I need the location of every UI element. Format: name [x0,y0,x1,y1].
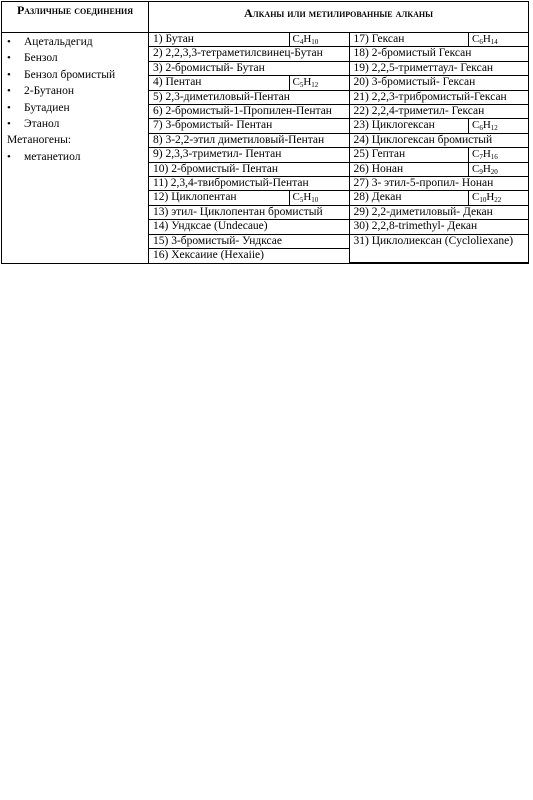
entry-number: 9) [153,148,163,161]
formula-hydrogen: H [482,33,491,45]
entry-number: 8) [153,133,163,146]
alkane-cell-right [349,177,528,191]
table-row [149,133,528,147]
entry-number: 4) [153,76,163,89]
molecular-formula [289,33,349,46]
entry-number: 31) [353,234,369,247]
alkane-cell-left [149,220,349,234]
molecular-formula [468,148,528,161]
formula-carbon: C [292,33,300,45]
formula-hydrogen-count: 12 [490,124,498,133]
compound-item: • Бензол бромистый [2,69,148,82]
formula-carbon-count: 10 [479,196,487,205]
formula-hydrogen-count: 10 [311,38,319,46]
compound-name: 2,2-диметиловый- Декан [371,205,493,218]
alkane-cell-right [349,148,528,162]
formula-hydrogen: H [303,76,312,89]
alkane-cell-left [149,249,349,263]
compound-item: • Бутадиен [2,102,148,115]
header-various-compounds: Различные соединения [2,2,149,33]
compound-name: 3- этил-5-пропил- Нонан [371,177,494,190]
alkane-cell-right [349,234,528,262]
alkane-cell-right [349,133,528,147]
compound-name: 2,3-диметиловый-Пентан [165,90,290,103]
entry-number: 6) [153,105,163,118]
compound-name: Пентан [165,76,202,89]
alkane-cell-left [149,90,349,104]
formula-hydrogen-count: 12 [311,81,319,90]
molecular-formula [468,33,528,46]
entry-number: 25) [353,148,369,161]
formula-carbon: C [472,191,480,204]
alkane-cell-right [349,205,528,219]
formula-carbon: C [472,33,480,45]
compounds-table [1,1,529,264]
formula-carbon: C [472,162,480,175]
entry-number: 13) [153,205,169,218]
compound-name: 2,2,3,3-тетраметилсвинец-Бутан [165,47,323,60]
compound-item: • Бензол [2,52,148,65]
compound-list [2,36,148,131]
alkane-cell-right [349,105,528,119]
compound-name: Гептан [371,148,406,161]
table-row [149,61,528,75]
table-row [149,90,528,104]
entry-number: 12) [153,191,169,204]
entry-number: 29) [353,205,369,218]
alkane-cell-left [149,162,349,176]
entry-number: 10) [153,162,169,175]
alkane-cell-left [149,105,349,119]
various-compounds-cell [2,33,149,264]
methanogen-list [2,151,148,164]
formula-carbon-count: 6 [479,38,483,46]
molecular-formula [289,191,349,204]
alkane-cell-right [349,119,528,133]
entry-number: 1) [153,33,163,45]
table-row [149,76,528,90]
compound-name: Циклогексан [371,119,435,132]
entry-number: 24) [353,133,369,146]
entry-number: 27) [353,177,369,190]
methanogens-label: Метаногены: [7,134,72,147]
alkane-cell-left [149,119,349,133]
formula-hydrogen-count: 16 [490,153,498,162]
table-row [149,177,528,191]
alkane-cell-left [149,148,349,162]
compound-name: этил- Циклопентан бромистый [171,205,323,218]
entry-number: 11) [153,177,168,190]
formula-hydrogen-count: 22 [494,196,502,205]
compound-name: 2,3,3-триметил- Пентан [165,148,282,161]
formula-carbon-count: 9 [479,167,483,176]
compound-name: Гексан [371,33,405,45]
entry-number: 26) [353,162,369,175]
compound-name: 3-бромистый- Гексан [371,76,476,89]
alkane-cell-right [349,76,528,90]
entry-number: 3) [153,61,163,74]
compound-name: 2,2,3-трибромистый-Гексан [371,90,507,103]
formula-carbon: C [472,119,480,132]
compound-name: 2,2,4-триметил- Гексан [371,105,485,118]
formula-carbon: C [292,191,300,204]
formula-carbon-count: 6 [479,124,483,133]
entry-number: 18) [353,47,369,60]
formula-hydrogen: H [303,33,312,45]
compound-name: 2-бромистый-1-Пропилен-Пентан [165,105,332,118]
alkanes-cell [149,33,529,264]
alkane-cell-left [149,76,349,90]
entry-number: 15) [153,234,169,247]
formula-hydrogen: H [482,119,491,132]
entry-number: 20) [353,76,369,89]
alkane-cell-left [149,234,349,248]
compound-name: Циклолиексан (Cycloliexane) [371,234,514,247]
compound-item: • Этанол [2,118,148,131]
alkane-cell-left [149,205,349,219]
methanogen-item: • метанетиол [2,151,148,164]
compound-name: 2,2,5-триметтаул- Гексан [371,61,494,74]
alkane-cell-left [149,177,349,191]
molecular-formula [468,191,528,204]
table-row [149,191,528,205]
formula-carbon-count: 5 [299,81,304,90]
alkane-cell-right [349,162,528,176]
compound-item: • 2-Бутанон [2,85,148,98]
compound-item: • Ацетальдегид [2,36,148,49]
compound-name: Циклопентан [171,191,237,204]
formula-carbon-count: 5 [299,196,304,205]
entry-number: 23) [353,119,369,132]
molecular-formula [289,76,349,89]
table-row [149,234,528,248]
formula-hydrogen-count: 10 [311,196,319,205]
entry-number: 19) [353,61,369,74]
molecular-formula [468,119,528,132]
alkane-cell-left [149,47,349,61]
alkane-cell-right [349,33,528,47]
entry-number: 21) [353,90,369,103]
alkane-cell-right [349,220,528,234]
compound-name: Хексаиие (Hexaiie) [171,249,264,262]
alkane-cell-left [149,33,349,47]
compound-name: 2-бромистый- Пентан [171,162,279,175]
table-row [149,105,528,119]
formula-hydrogen: H [482,148,491,161]
table-row [149,47,528,61]
table-row [149,162,528,176]
entry-number: 17) [353,33,369,45]
formula-hydrogen-count: 20 [490,167,498,176]
compound-name: Декан [371,191,402,204]
compound-name: 2,2,8-trimethyl- Декан [371,220,478,233]
compound-name: Бутан [165,33,194,45]
compound-name: 3-бромистый- Ундксае [171,234,282,247]
entry-number: 28) [353,191,369,204]
table-row [149,33,528,47]
compound-name: Циклогексан бромистый [371,133,493,146]
entry-number: 30) [353,220,369,233]
compound-name: 2-бромистый- Бутан [165,61,265,74]
table-row [149,205,528,219]
formula-hydrogen-count: 14 [490,38,498,46]
entry-number: 22) [353,105,369,118]
entry-number: 7) [153,119,163,132]
alkane-cell-left [149,61,349,75]
formula-carbon: C [292,76,300,89]
alkane-cell-left [149,191,349,205]
formula-hydrogen: H [303,191,312,204]
compound-name: 2-бромистый Гексан [371,47,472,60]
alkane-cell-right [349,191,528,205]
table-row [149,220,528,234]
formula-hydrogen: H [486,191,495,204]
formula-carbon-count: 7 [479,153,483,162]
table-row [149,119,528,133]
formula-hydrogen: H [482,162,491,175]
entry-number: 16) [153,249,169,262]
compound-name: Нонан [371,162,404,175]
compound-name: 3-2,2-этил диметиловый-Пентан [165,133,325,146]
compound-name: 2,3,4-твибромистый-Пентан [170,177,309,190]
entry-number: 14) [153,220,169,233]
compound-name: Ундксае (Undecaue) [171,220,268,233]
entry-number: 5) [153,90,163,103]
formula-carbon-count: 4 [299,38,304,46]
alkane-cell-right [349,90,528,104]
molecular-formula [468,163,528,176]
alkane-list-table [149,33,528,263]
header-alkanes: Алканы или метилированные алканы [149,2,529,33]
alkane-cell-right [349,61,528,75]
formula-carbon: C [472,148,480,161]
alkane-cell-left [149,133,349,147]
alkane-cell-right [349,47,528,61]
table-row [149,148,528,162]
compound-name: 3-бромистый- Пентан [165,119,273,132]
entry-number: 2) [153,47,163,60]
